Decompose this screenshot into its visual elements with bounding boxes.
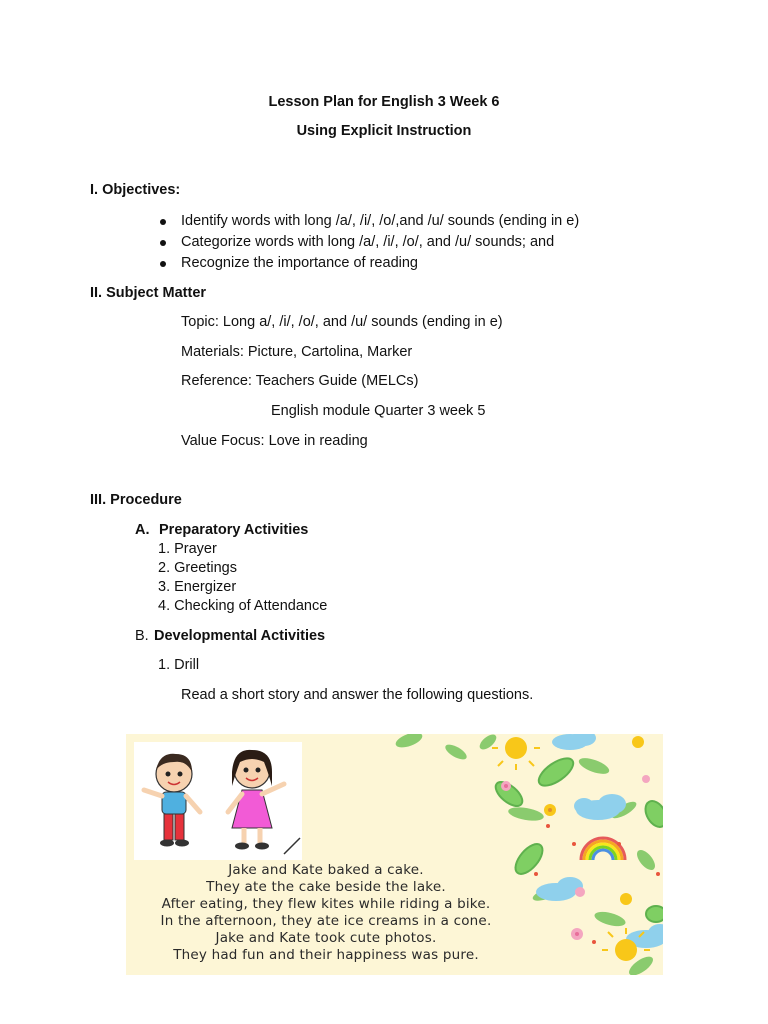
objectives-heading: I. Objectives: (90, 182, 181, 198)
developmental-letter: B. (135, 628, 149, 644)
story-line: Jake and Kate baked a cake. (228, 862, 424, 878)
objective-text: Recognize the importance of reading (181, 255, 418, 271)
bullet-icon (160, 261, 166, 267)
bullet-icon (160, 219, 166, 225)
preparatory-item: 2. Greetings (158, 560, 237, 576)
story-text (126, 862, 526, 964)
procedure-heading: III. Procedure (90, 492, 182, 508)
boy-icon (144, 754, 200, 847)
preparatory-item: 4. Checking of Attendance (158, 598, 328, 614)
page-subtitle: Using Explicit Instruction (296, 123, 472, 139)
story-line: They had fun and their happiness was pure. (173, 947, 479, 963)
rainbow-icon (581, 838, 625, 860)
developmental-heading: Developmental Activities (154, 628, 326, 644)
reference-text: Reference: Teachers Guide (MELCs) (181, 373, 419, 389)
reference-module-text: English module Quarter 3 week 5 (271, 403, 486, 419)
kids-illustration (134, 742, 302, 860)
page-title: Lesson Plan for English 3 Week 6 (268, 94, 500, 110)
drill-text: 1. Drill (158, 657, 200, 673)
story-line: After eating, they flew kites while riding a bike. (161, 896, 491, 912)
sun-icon (492, 734, 540, 770)
topic-text: Topic: Long a/, /i/, /o/, and /u/ sounds (ending in e) (181, 314, 503, 330)
bullet-icon (160, 240, 166, 246)
story-illustration (126, 734, 663, 975)
girl-icon (228, 750, 284, 850)
preparatory-item: 3. Energizer (158, 579, 237, 595)
instruction-text: Read a short story and answer the following questions. (181, 687, 534, 703)
value-focus-text: Value Focus: Love in reading (181, 433, 368, 449)
objective-text: Identify words with long /a/, /i/, /o/,and /u/ sounds (ending in e) (181, 213, 580, 229)
story-line: Jake and Kate took cute photos. (215, 930, 437, 946)
story-line: They ate the cake beside the lake. (206, 879, 446, 895)
preparatory-heading: Preparatory Activities (159, 522, 309, 538)
objective-text: Categorize words with long /a/, /i/, /o/, and /u/ sounds; and (181, 234, 555, 250)
preparatory-item: 1. Prayer (158, 541, 217, 557)
preparatory-letter: A. (135, 522, 150, 538)
materials-text: Materials: Picture, Cartolina, Marker (181, 344, 413, 360)
subject-matter-heading: II. Subject Matter (90, 285, 207, 301)
story-line: In the afternoon, they ate ice creams in a cone. (160, 913, 492, 929)
children-icon (134, 742, 302, 860)
